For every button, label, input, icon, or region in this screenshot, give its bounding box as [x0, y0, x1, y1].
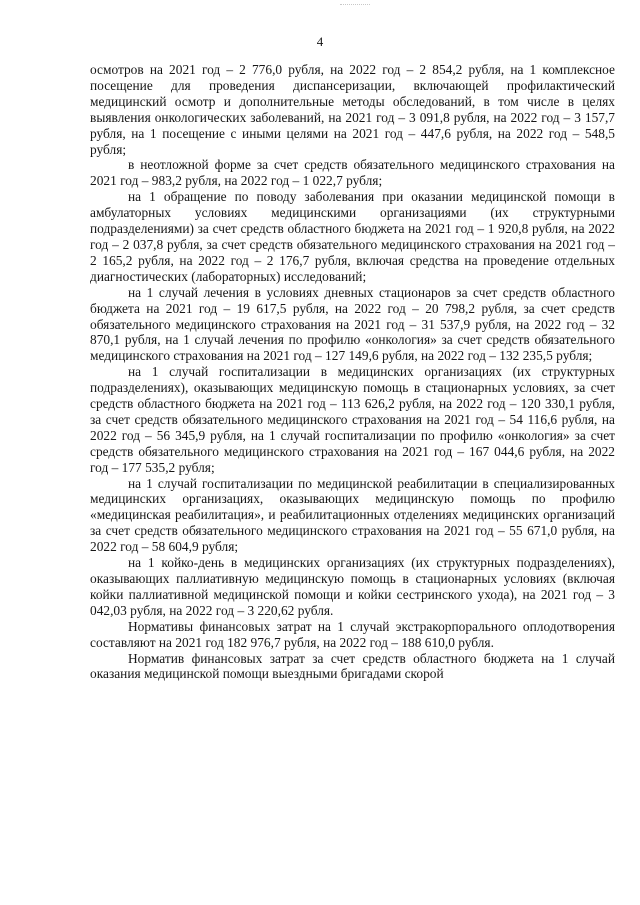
paragraph-emergency-care: в неотложной форме за счет средств обязательного медицинского страхования на 2021 год – 983,2 рубля, на 2022 год – 1 022,7 рубля; [90, 157, 615, 189]
paragraph-outpatient-visits: на 1 обращение по поводу заболевания при оказании медицинской помощи в амбулаторных условиях медицинскими организациями (их структурными подразделениями) за счет средств областного бюджета на 2021 год – 1 920,8 рубля, на 2022 год – 2 037,8 рубля, за счет средств обязательного медицинского страхования на 2021 год – 2 165,2 рубля, на 2022 год – 2 176,7 рубля, включая средства на проведение отдельных диагностических (лабораторных) исследований; [90, 189, 615, 284]
paragraph-hospitalization: на 1 случай госпитализации в медицинских организациях (их структурных подразделениях), оказывающих медицинскую помощь в стационарных условиях, за счет средств областного бюджета на 2021 год – 113 626,2 рубля, на 2022 год – 120 330,1 рубля, за счет средств обязательного медицинского страхования на 2021 год – 54 116,6 рубля, на 2022 год – 56 345,9 рубля, на 1 случай госпитализации по профилю «онкология» за счет средств обязательного медицинского страхования на 2021 год – 167 044,6 рубля, на 2022 год – 177 535,2 рубля; [90, 364, 615, 475]
page-number: 4 [316, 34, 324, 49]
paragraph-day-hospital: на 1 случай лечения в условиях дневных стационаров за счет средств областного бюджета на 2021 год – 19 617,5 рубля, на 2022 год – 20 798,2 рубля, за счет средств обязательного медицинского страхования на 2021 год – 31 537,9 рубля, на 2022 год – 32 870,1 рубля, на 1 случай лечения по профилю «онкология» за счет средств обязательного медицинского страхования на 2021 год – 127 149,6 рубля, на 2022 год – 132 235,5 рубля; [90, 284, 615, 364]
body-text [90, 62, 615, 682]
paragraph-ambulance: Норматив финансовых затрат за счет средств областного бюджета на 1 случай оказания медицинской помощи выездными бригадами скорой [90, 650, 615, 682]
paragraph-rehabilitation: на 1 случай госпитализации по медицинской реабилитации в специализированных медицинских организациях, оказывающих медицинскую помощь по профилю «медицинская реабилитация», и реабилитационных отделениях медицинских организаций за счет средств обязательного медицинского страхования на 2021 год – 55 671,0 рубля, на 2022 год – 58 604,9 рубля; [90, 475, 615, 555]
paragraph-preventive-exams: осмотров на 2021 год – 2 776,0 рубля, на 2022 год – 2 854,2 рубля, на 1 комплексное посещение для проведения диспансеризации, включающей профилактический медицинский осмотр и дополнительные методы обследований, в том числе в целях выявления онкологических заболеваний, на 2021 год – 3 091,8 рубля, на 2022 год – 3 157,7 рубля, на 1 посещение с иными целями на 2021 год – 447,6 рубля, на 2022 год – 548,5 рубля; [90, 62, 615, 157]
paragraph-ivf: Нормативы финансовых затрат на 1 случай экстракорпорального оплодотворения составляют на 2021 год 182 976,7 рубля, на 2022 год – 188 610,0 рубля. [90, 618, 615, 650]
scan-artifact [340, 4, 370, 9]
paragraph-palliative-care: на 1 койко-день в медицинских организациях (их структурных подразделениях), оказывающих паллиативную медицинскую помощь в стационарных условиях (включая койки паллиативной медицинской помощи и койки сестринского ухода), на 2021 год – 3 042,03 рубля, на 2022 год – 3 220,62 рубля. [90, 555, 615, 618]
